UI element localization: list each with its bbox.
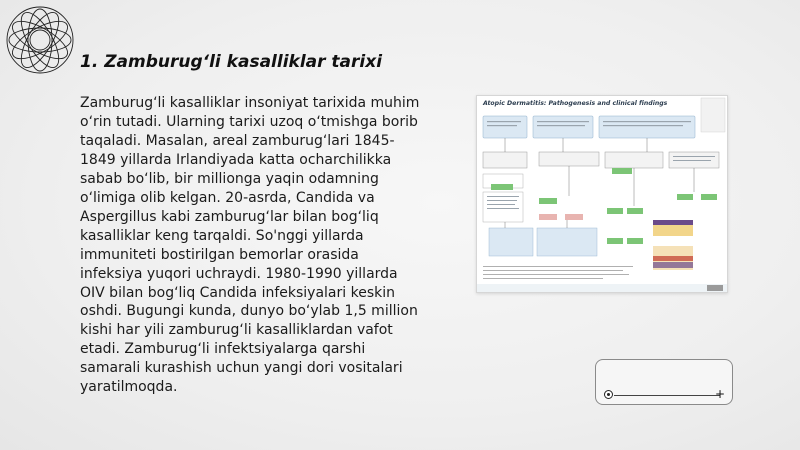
play-circle-icon[interactable]: [604, 390, 613, 399]
poster-title: Atopic Dermatitis: Pathogenesis and clinical findings: [483, 100, 668, 107]
mandala-ornament-icon: [4, 4, 76, 76]
slide-title: 1. Zamburug‘li kasalliklar tarixi: [80, 52, 383, 72]
progress-track[interactable]: [614, 395, 720, 396]
media-player: [595, 359, 733, 405]
slide-body-text: Zamburug‘li kasalliklar insoniyat tarixida muhim o‘rin tutadi. Ularning tarixi uzoq o‘tmishga borib taqaladi. Masalan, areal zamburug‘lari 1845-1849 yillarda Irlandiyada katta ocharchilikka sabab bo‘lib, bir millionga yaqin odamning o‘limiga olib kelgan. 20-asrda, Candida va Aspergillus kabi zamburug‘lar bilan bog‘liq kasalliklar keng tarqaldi. So'nggi yillarda immuniteti bostirilgan bemorlar orasida infeksiya yuqori uchraydi. 1980-1990 yillarda OIV bilan bog‘liq Candida infeksiyalari keskin oshdi. Bugungi kunda, dunyo bo‘ylab 1,5 million kishi har yili zamburug‘li kasalliklardan vafot etadi. Zamburug‘li infektsiyalarga qarshi samarali kurashish uchun yangi dori vositalari yaratilmoqda.: [80, 95, 420, 396]
poster-diagram: [477, 96, 727, 292]
volume-plus-icon[interactable]: +: [715, 387, 726, 401]
poster-image: [476, 95, 728, 293]
